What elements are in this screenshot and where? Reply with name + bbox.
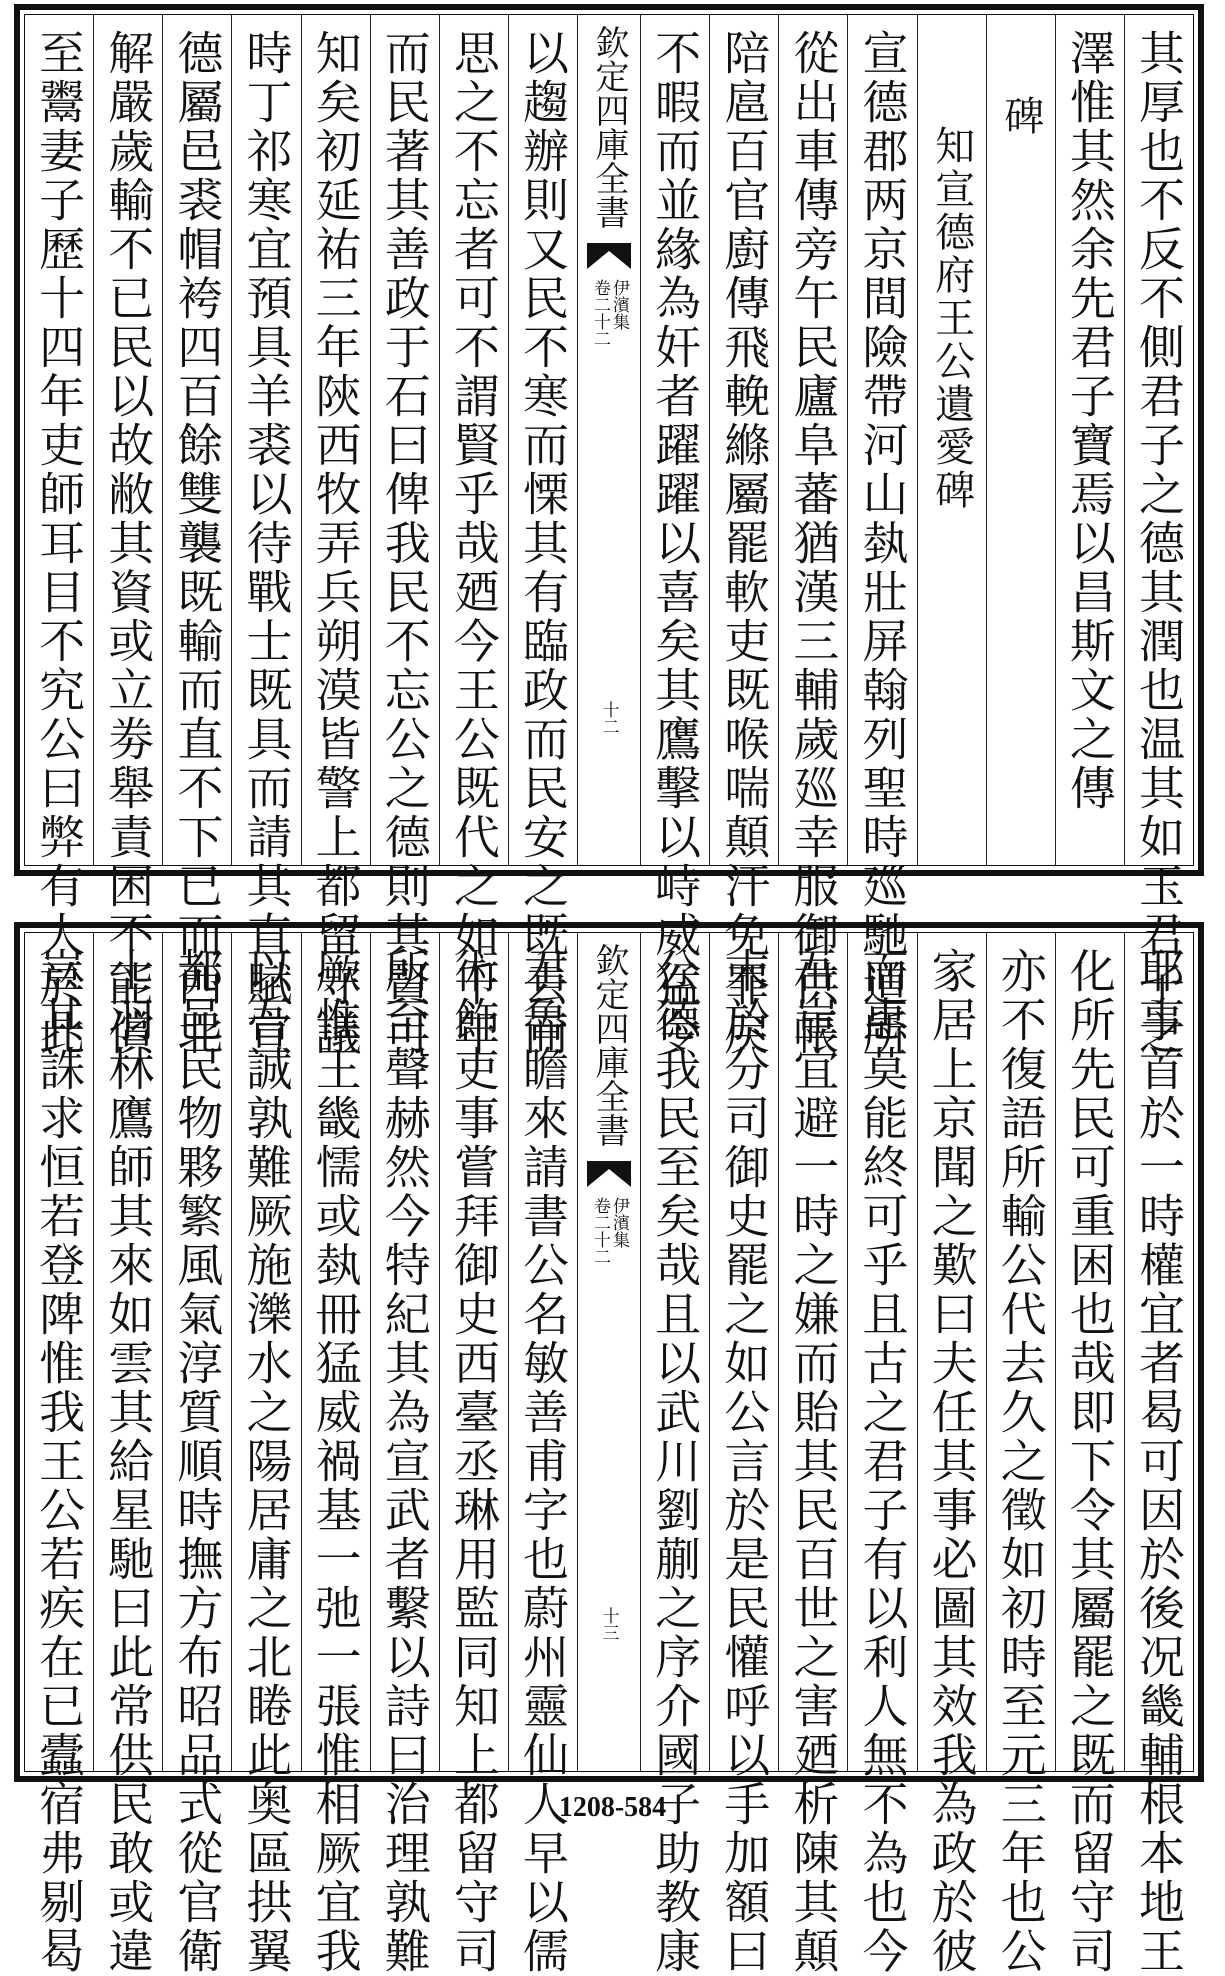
text-column	[1124, 933, 1193, 1976]
section-heading: 碑	[997, 95, 1044, 138]
page-number: 十三	[598, 1607, 619, 1641]
text-column	[508, 933, 577, 1976]
text-column	[370, 15, 439, 1058]
text-column	[917, 933, 986, 1976]
column-text: 公德我民至矣哉且以武川劉蒯之序介國子助教康	[648, 947, 703, 1976]
volume-number: 卷二十二	[590, 279, 610, 347]
column-text: 君魯瞻來請書公名敏善甫字也蔚州靈仙人早以儒	[515, 947, 570, 1976]
text-column	[301, 933, 370, 1976]
text-column	[301, 15, 370, 1058]
column-text: 澤惟其然余先君子寶焉以昌斯文之傳	[1062, 29, 1117, 813]
volume-number: 卷二十二	[590, 1197, 610, 1265]
column-text: 吾豈宜避一時之嫌而貽其民百世之害廼析陳其顛	[786, 947, 841, 1976]
volume-info	[591, 1197, 627, 1265]
book-name: 伊濱集	[609, 279, 629, 330]
collection-title: 欽定四庫全書	[589, 943, 629, 1147]
text-column	[508, 15, 577, 1058]
center-fold-column	[577, 15, 640, 865]
text-column	[25, 15, 93, 1058]
text-column	[847, 933, 916, 1976]
volume-info	[591, 279, 627, 347]
column-text: 至鬻妻子歷十四年吏師耳目不究公曰弊有大於此	[32, 29, 87, 1058]
collection-title: 欽定四庫全書	[589, 25, 629, 229]
text-column	[986, 15, 1055, 865]
column-text: 德屬邑裘帽袴四百餘雙襲既輸而直不下已而西北	[170, 29, 225, 1058]
text-column	[917, 15, 986, 865]
text-column	[1055, 933, 1124, 1976]
fishtail-mark-icon	[587, 1161, 631, 1187]
book-name: 伊濱集	[609, 1197, 629, 1248]
column-text: 時丁祁寒宜預具羊裘以待戰士既具而請其直賦宣	[239, 29, 294, 1058]
text-column	[640, 15, 709, 1058]
column-text: 家居上京聞之歎曰夫任其事必圖其效我為政於彼	[924, 947, 979, 1976]
column-text: 解嚴歲輸不已民以故敝其資或立劵舉責困不能償	[101, 29, 156, 1058]
text-column	[778, 15, 847, 1058]
upper-columns	[25, 15, 1193, 1058]
text-column	[231, 933, 300, 1976]
column-text: 以吾誠孰難厥施濼水之陽居庸之北睠此奥區拱翼	[239, 947, 294, 1976]
column-text: 不暇而並緣為奸者躍躍以喜矣其鷹擊以峙威猛令	[648, 29, 703, 1058]
column-text: 知矣初延祐三年陝西牧弄兵朔漠皆警上都留守議	[308, 29, 363, 1058]
inscription-title: 知宣德府王公遺愛碑	[928, 125, 975, 512]
column-text: 思之不忘者可不謂賢乎哉廼今王公既代之如千年	[446, 29, 501, 1058]
text-column	[439, 933, 508, 1976]
text-column	[439, 15, 508, 1058]
column-text: 從出車傳旁午民廬阜蕃猶漢三輔歲廵幸服御供帳	[786, 29, 841, 1058]
text-column	[370, 933, 439, 1976]
column-text: 所至聲赫然今特紀其為宣武者繫以詩曰治理孰難	[377, 947, 432, 1976]
column-text: 而惠莫能終可乎且古之君子有以利人無不為也今	[855, 947, 910, 1976]
text-column	[1055, 15, 1124, 865]
column-text: 其厚也不反不側君子之德其潤也温其如玉君子之	[1131, 29, 1186, 1058]
text-column	[847, 15, 916, 1058]
text-column	[640, 933, 709, 1976]
text-column	[1124, 15, 1193, 1058]
column-text: 士羽林鷹師其來如雲其給星馳曰此常供民敢或違	[101, 947, 156, 1976]
text-column	[93, 933, 162, 1976]
text-column	[162, 933, 231, 1976]
column-text: 宣德郡两京間險帶河山埶壯屏翰列聖時廵馳道所	[855, 29, 910, 1058]
column-text: 都邑民物夥繁風氣淳質順時撫方布昭品式從官衛	[170, 947, 225, 1976]
page-number: 十二	[598, 701, 619, 735]
column-text: 末於分司御史罷之如公言於是民懽呼以手加額曰	[717, 947, 772, 1976]
text-column	[162, 15, 231, 1058]
upper-page-frame	[24, 14, 1194, 1058]
center-fold-column	[577, 933, 640, 1771]
column-text: 厥惟王畿懦或埶冊猛威禍基一弛一張惟相厥宜我	[308, 947, 363, 1976]
text-column	[709, 15, 778, 1058]
column-text: 以趨辦則又民不寒而慄其有臨政而民安之既去而	[515, 29, 570, 1058]
column-text: 術飾吏事嘗拜御史西臺丞琳用監同知上都留守司	[446, 947, 501, 1976]
upper-page	[14, 4, 1204, 1058]
column-text: 耶事首於一時權宜者曷可因於後况畿輔根本地王	[1131, 947, 1186, 1976]
scan-page-number: 1208-584	[558, 1792, 667, 1823]
text-column	[93, 15, 162, 1058]
text-column	[986, 933, 1055, 1976]
fishtail-mark-icon	[587, 243, 631, 269]
column-text: 亦不復語所輸公代去久之徵如初時至元三年也公	[993, 947, 1048, 1976]
text-column	[231, 15, 300, 1058]
column-text: 豈其誅求恒若登陴惟我王公若疾在已蠹宿弗剔曷	[32, 947, 87, 1976]
text-column	[709, 933, 778, 1976]
column-text: 化所先民可重困也哉即下令其屬罷之既而留守司	[1062, 947, 1117, 1976]
column-text: 而民著其善政于石曰俾我民不忘公之德則其賢可	[377, 29, 432, 1058]
text-column	[778, 933, 847, 1976]
column-text: 陪扈百官廚傳飛輓縧屬罷軟吏既喉喘顛汗免罪戾	[717, 29, 772, 1058]
text-column	[25, 933, 93, 1976]
